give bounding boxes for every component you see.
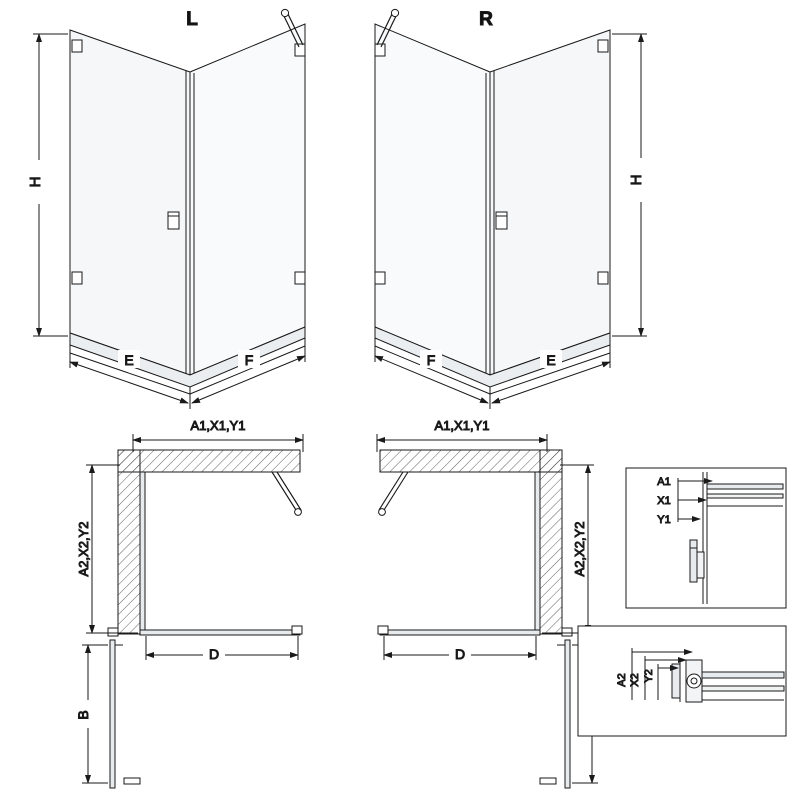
iso-right-width-label-f: F [426, 352, 436, 368]
detail-bottom-label-x2: X2 [629, 673, 641, 687]
iso-left-title: L [186, 9, 198, 30]
detail-bottom-label-a2: A2 [616, 673, 628, 687]
iso-right-width-label-e: E [546, 352, 556, 368]
plan-left-door-dim: D [208, 646, 220, 662]
iso-right-height-label: H [628, 174, 645, 186]
detail-top-label-x1: X1 [657, 495, 671, 507]
iso-left-width-label-f: F [244, 352, 254, 368]
plan-view-left [75, 418, 303, 788]
plan-left-top-dim: A1,X1,Y1 [190, 418, 246, 433]
plan-left-swing-dim: B [75, 710, 91, 720]
iso-left-height-label: H [27, 176, 44, 188]
iso-view-left [27, 9, 305, 409]
plan-right-side-dim: A2,X2,Y2 [572, 521, 587, 577]
plan-right-door-dim: D [454, 646, 466, 662]
detail-bottom-label-y2: Y2 [643, 669, 655, 683]
iso-view-right [375, 9, 651, 409]
plan-right-top-dim: A1,X1,Y1 [434, 418, 490, 433]
iso-left-width-label-e: E [124, 352, 134, 368]
iso-right-title: R [479, 9, 493, 30]
detail-view-top [626, 468, 786, 608]
plan-view-right [377, 418, 602, 788]
detail-top-label-a1: A1 [657, 476, 671, 488]
plan-left-side-dim: A2,X2,Y2 [76, 521, 91, 577]
detail-view-bottom [578, 626, 786, 736]
detail-top-label-y1: Y1 [657, 514, 671, 526]
